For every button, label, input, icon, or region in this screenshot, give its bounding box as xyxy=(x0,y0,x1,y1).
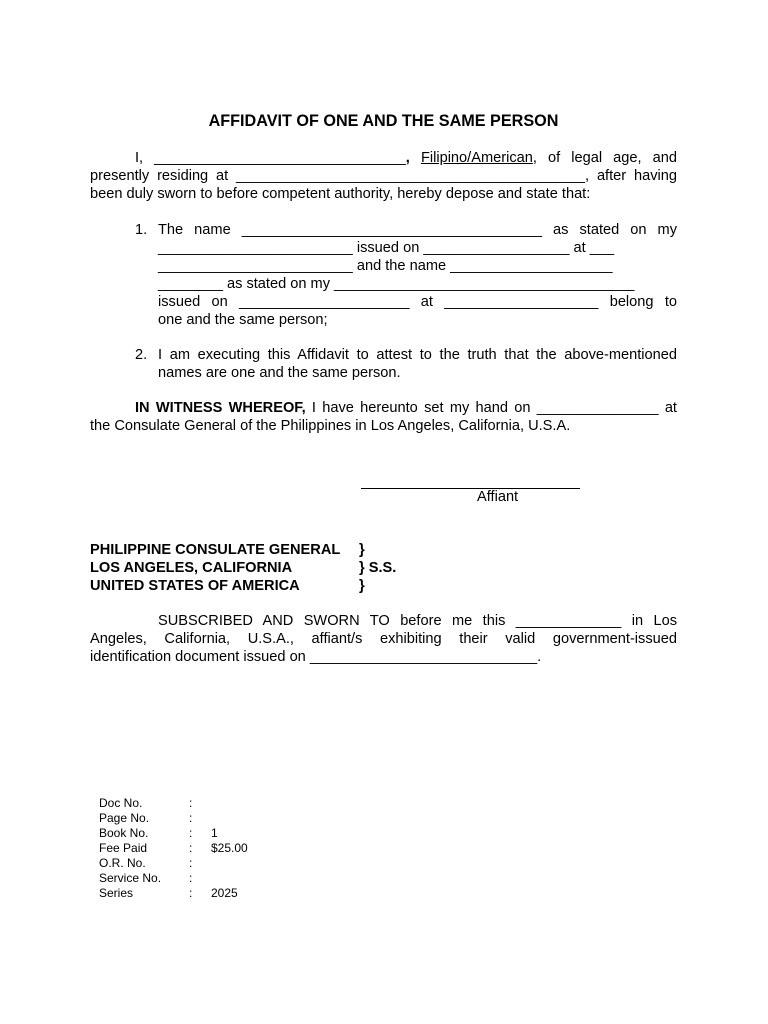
witness-line-1 xyxy=(90,399,677,417)
item-1-line-4: ________ as stated on my _____________________________________ xyxy=(158,276,635,292)
notarial-value: $25.00 xyxy=(211,841,248,855)
affidavit-page xyxy=(90,0,677,1024)
item-2-line-2: names are one and the same person. xyxy=(158,365,401,381)
item-1-line-2: ________________________ issued on __________________ at ___ xyxy=(158,240,615,256)
intro-line-1 xyxy=(90,149,677,167)
list-item-number: 1. xyxy=(135,222,148,238)
jurat-paragraph xyxy=(90,612,677,666)
witness-line-1-text: I have hereunto set my hand on _______________ at xyxy=(305,400,677,416)
list-item-number: 2. xyxy=(135,347,148,363)
jurat-line-2: Angeles, California, U.S.A., affiant/s exhibiting their valid government-issued xyxy=(90,631,677,647)
notarial-label: Book No. xyxy=(99,826,149,840)
intro-comma: , xyxy=(405,150,410,166)
venue-right: } xyxy=(359,578,365,594)
notarial-label: Page No. xyxy=(99,811,150,825)
notarial-colon: : xyxy=(189,841,193,855)
venue-right: } S.S. xyxy=(359,560,397,576)
witness-line-2: the Consulate General of the Philippines in Los Angeles, California, U.S.A. xyxy=(90,418,571,434)
notarial-label: Doc No. xyxy=(99,796,143,810)
notarial-value: 2025 xyxy=(211,886,238,900)
notarial-label: Service No. xyxy=(99,871,162,885)
item-1-line-1: The name _____________________________________ as stated on my xyxy=(158,222,677,238)
jurat-line-1 xyxy=(90,612,677,630)
jurat-line-3: identification document issued on ____________________________. xyxy=(90,649,542,665)
notarial-colon: : xyxy=(189,811,193,825)
list-item-text xyxy=(158,221,677,329)
item-1-line-5: issued on _____________________ at ___________________ belong to xyxy=(158,294,677,310)
notarial-colon: : xyxy=(189,886,193,900)
venue-left: PHILIPPINE CONSULATE GENERAL xyxy=(90,542,341,558)
jurat-line-1-text: SUBSCRIBED AND SWORN TO before me this _____________ in Los xyxy=(158,613,677,629)
venue-right: } xyxy=(359,542,365,558)
notarial-label: Fee Paid xyxy=(99,841,148,855)
witness-paragraph xyxy=(90,399,677,435)
notarial-colon: : xyxy=(189,826,193,840)
venue-left: LOS ANGELES, CALIFORNIA xyxy=(90,560,293,576)
notarial-colon: : xyxy=(189,856,193,870)
notarial-value: 1 xyxy=(211,826,218,840)
notarial-label: Series xyxy=(99,886,134,900)
document-title: AFFIDAVIT OF ONE AND THE SAME PERSON xyxy=(208,112,559,130)
nationality-text: Filipino/American xyxy=(420,150,533,166)
intro-line-2: presently residing at ___________________________________________, after having xyxy=(90,168,677,184)
witness-heading: IN WITNESS WHEREOF, xyxy=(135,400,306,416)
notarial-colon: : xyxy=(189,796,193,810)
notarial-colon: : xyxy=(189,871,193,885)
notarial-label: O.R. No. xyxy=(99,856,146,870)
item-1-line-6: one and the same person; xyxy=(158,312,328,328)
intro-line-1-tail: , of legal age, and xyxy=(532,150,677,166)
intro-line-3: been duly sworn to before competent authority, hereby depose and state that: xyxy=(90,186,591,202)
list-item-text xyxy=(158,346,677,382)
venue-left: UNITED STATES OF AMERICA xyxy=(90,578,300,594)
item-2-line-1: I am executing this Affidavit to attest to the truth that the above-mentioned xyxy=(158,347,677,363)
item-1-line-3: ________________________ and the name ____________________ xyxy=(158,258,613,274)
affiant-name-blank: I, _______________________________ xyxy=(135,150,406,166)
signature-line xyxy=(361,471,580,489)
affiant-label: Affiant xyxy=(477,489,519,505)
intro-paragraph xyxy=(90,149,677,203)
